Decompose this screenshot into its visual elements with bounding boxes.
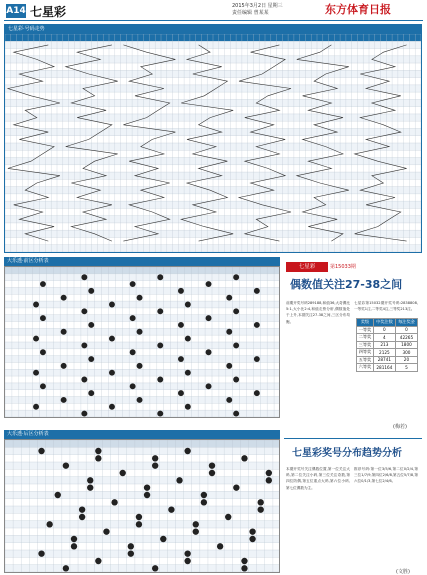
grid-row: [5, 469, 280, 476]
drawn-number-dot: [137, 295, 143, 301]
drawn-number-dot: [201, 499, 207, 505]
article2-col2: 推荐号码:第一位3/5/6,第二位0/2/4,第三位1/7/9,第四位2/6/8,第五位5/7/8,第六位0/1/3,第七位2/4/6。: [354, 467, 418, 484]
prize-cell: 213: [373, 341, 395, 349]
drawn-number-dot: [209, 470, 215, 476]
drawn-number-dot: [152, 462, 158, 468]
drawn-number-dot: [128, 550, 134, 556]
drawn-number-dot: [33, 404, 39, 410]
drawn-number-dot: [178, 288, 184, 294]
drawn-number-dot: [38, 550, 44, 556]
prize-row: [357, 326, 418, 334]
prize-row: [357, 334, 418, 342]
form-table-block: [4, 257, 280, 418]
prize-row: [357, 356, 418, 364]
drawn-number-dot: [136, 521, 142, 527]
drawn-number-dot: [233, 342, 239, 348]
drawn-number-dot: [185, 336, 191, 342]
drawn-number-dot: [206, 349, 212, 355]
drawn-number-dot: [61, 397, 67, 403]
form-table: [4, 266, 280, 418]
drawn-number-dot: [184, 550, 190, 556]
trend-table: [4, 24, 422, 253]
drawn-number-dot: [185, 404, 191, 410]
drawn-number-dot: [225, 514, 231, 520]
drawn-number-dot: [81, 377, 87, 383]
drawn-number-dot: [226, 397, 232, 403]
article2-rule: [284, 438, 422, 439]
prize-cell: 中奖注数: [373, 319, 395, 327]
drawn-number-dot: [40, 281, 46, 287]
drawn-number-dot: [168, 506, 174, 512]
drawn-number-dot: [233, 484, 239, 490]
prize-row: [357, 319, 418, 327]
drawn-number-dot: [152, 455, 158, 461]
drawn-number-dot: [241, 455, 247, 461]
drawn-number-dot: [193, 521, 199, 527]
grid-row: [5, 477, 280, 484]
drawn-number-dot: [61, 329, 67, 335]
rear-grid: [5, 440, 280, 572]
grid-row: [5, 499, 280, 506]
drawn-number-dot: [206, 315, 212, 321]
drawn-number-dot: [217, 543, 223, 549]
prize-cell: 281164: [373, 364, 395, 372]
drawn-number-dot: [157, 342, 163, 348]
drawn-number-dot: [38, 448, 44, 454]
article2-col1: 本期开奖号关注偶数位置,第一位关注大码,第二位关注小码,第三位关注奇数,第四位防偶,第五位重点大码,第六位小码,第七位偶数为主。: [286, 467, 350, 490]
prize-cell: 300: [395, 349, 417, 357]
drawn-number-dot: [176, 477, 182, 483]
drawn-number-dot: [136, 514, 142, 520]
drawn-number-dot: [241, 558, 247, 564]
drawn-number-dot: [241, 565, 247, 571]
drawn-number-dot: [79, 514, 85, 520]
grid-row: [5, 440, 280, 447]
drawn-number-dot: [61, 295, 67, 301]
grid-row: [5, 506, 280, 513]
drawn-number-dot: [254, 390, 260, 396]
prize-cell: 4: [373, 334, 395, 342]
drawn-number-dot: [258, 499, 264, 505]
prize-cell: 0: [373, 326, 395, 334]
drawn-number-dot: [152, 565, 158, 571]
grid-row: [5, 455, 280, 462]
drawn-number-dot: [40, 349, 46, 355]
drawn-number-dot: [63, 565, 69, 571]
brand-logo: 东方体育日报: [325, 3, 391, 16]
form-grid: [5, 267, 280, 417]
grid-row: [5, 550, 280, 557]
drawn-number-dot: [157, 308, 163, 314]
drawn-number-dot: [33, 302, 39, 308]
drawn-number-dot: [233, 308, 239, 314]
trend-table-title: 七星彩·号码走势: [5, 25, 421, 34]
date-text: 2015年3月2日 星期三: [232, 3, 283, 9]
drawn-number-dot: [206, 383, 212, 389]
drawn-number-dot: [103, 528, 109, 534]
prize-cell: 20: [395, 356, 417, 364]
drawn-number-dot: [178, 390, 184, 396]
drawn-number-dot: [130, 315, 136, 321]
drawn-number-dot: [63, 462, 69, 468]
drawn-number-dot: [88, 322, 94, 328]
prize-cell: 五等奖: [357, 356, 374, 364]
prize-cell: 每注奖金: [395, 319, 417, 327]
drawn-number-dot: [137, 397, 143, 403]
article-body: 前期开奖号码289188,和值36,大奇偶比5:1,大小比2:4,和值走势分析,偶数值处于上升,本期关注27-38之间,三区分布均衡。: [286, 301, 350, 324]
drawn-number-dot: [95, 558, 101, 564]
drawn-number-dot: [81, 342, 87, 348]
grid-row: [5, 565, 280, 572]
drawn-number-dot: [178, 322, 184, 328]
drawn-number-dot: [144, 484, 150, 490]
prize-cell: 2125: [373, 349, 395, 357]
drawn-number-dot: [160, 536, 166, 542]
drawn-number-dot: [87, 477, 93, 483]
drawn-number-dot: [249, 528, 255, 534]
prize-row: [357, 341, 418, 349]
drawn-number-dot: [185, 302, 191, 308]
drawn-number-dot: [258, 506, 264, 512]
article2-title: 七星彩奖号分布趋势分析: [292, 448, 402, 459]
prize-cell: 四等奖: [357, 349, 374, 357]
grid-row: [5, 521, 280, 528]
prize-cell: 5: [395, 364, 417, 372]
article-issue: 第15033期: [330, 264, 356, 270]
drawn-number-dot: [193, 528, 199, 534]
drawn-number-dot: [233, 377, 239, 383]
grid-row: [5, 543, 280, 550]
form-table-title: 大乐透·前区分析表: [4, 257, 280, 266]
drawn-number-dot: [55, 492, 61, 498]
prize-cell: 二等奖: [357, 334, 374, 342]
drawn-number-dot: [33, 370, 39, 376]
grid-row: [5, 535, 280, 542]
drawn-number-dot: [254, 322, 260, 328]
drawn-number-dot: [81, 411, 87, 417]
drawn-number-dot: [130, 383, 136, 389]
article2-signature: (文胜): [396, 569, 410, 575]
drawn-number-dot: [157, 411, 163, 417]
drawn-number-dot: [254, 288, 260, 294]
drawn-number-dot: [137, 363, 143, 369]
trend-grid: [5, 34, 421, 252]
article-title: 偶数值关注27-38之间: [290, 278, 403, 291]
drawn-number-dot: [109, 370, 115, 376]
drawn-number-dot: [40, 315, 46, 321]
drawn-number-dot: [88, 356, 94, 362]
drawn-number-dot: [46, 521, 52, 527]
drawn-number-dot: [206, 281, 212, 287]
drawn-number-dot: [95, 455, 101, 461]
rear-table-title: 大乐透·后区分析表: [4, 430, 280, 439]
grid-row: [5, 557, 280, 564]
grid-row: [5, 513, 280, 520]
drawn-number-dot: [111, 499, 117, 505]
drawn-number-dot: [233, 274, 239, 280]
drawn-number-dot: [88, 390, 94, 396]
drawn-number-dot: [185, 370, 191, 376]
drawn-number-dot: [157, 274, 163, 280]
prize-cell: 0: [395, 326, 417, 334]
article-body-2: 七星彩第15032期开奖号码:2838808,一等奖1注,二等奖4注,三等奖213注。: [354, 301, 418, 312]
prize-cell: 1800: [395, 341, 417, 349]
grid-row: [5, 491, 280, 498]
drawn-number-dot: [33, 336, 39, 342]
drawn-number-dot: [178, 356, 184, 362]
date-line: [232, 3, 283, 17]
drawn-number-dot: [254, 356, 260, 362]
drawn-number-dot: [226, 329, 232, 335]
drawn-number-dot: [130, 281, 136, 287]
prize-cell: 六等奖: [357, 364, 374, 372]
prize-row: [357, 364, 418, 372]
prize-cell: 一等奖: [357, 326, 374, 334]
editor-text: 责任编辑 曾某某: [232, 10, 269, 16]
grid-row: [5, 528, 280, 535]
rear-table-block: [4, 430, 280, 573]
prize-cell: 28741: [373, 356, 395, 364]
article-signature: (梅若): [393, 424, 407, 430]
drawn-number-dot: [226, 295, 232, 301]
prize-cell: 奖级: [357, 319, 374, 327]
page-number: A14: [6, 6, 26, 16]
drawn-number-dot: [130, 349, 136, 355]
prize-table: [356, 318, 418, 372]
drawn-number-dot: [226, 363, 232, 369]
drawn-number-dot: [71, 543, 77, 549]
drawn-number-dot: [144, 492, 150, 498]
drawn-number-dot: [87, 484, 93, 490]
drawn-number-dot: [81, 308, 87, 314]
drawn-number-dot: [109, 404, 115, 410]
drawn-number-dot: [120, 470, 126, 476]
drawn-number-dot: [95, 448, 101, 454]
drawn-number-dot: [266, 470, 272, 476]
grid-row: [5, 447, 280, 454]
drawn-number-dot: [88, 288, 94, 294]
article-tag: 七星彩: [286, 262, 328, 272]
drawn-number-dot: [266, 477, 272, 483]
drawn-number-dot: [128, 543, 134, 549]
drawn-number-dot: [40, 383, 46, 389]
section-title: 七星彩: [30, 5, 67, 19]
drawn-number-dot: [61, 363, 67, 369]
drawn-number-dot: [71, 536, 77, 542]
drawn-number-dot: [184, 448, 190, 454]
grid-row: [5, 462, 280, 469]
drawn-number-dot: [249, 536, 255, 542]
prize-cell: 三等奖: [357, 341, 374, 349]
drawn-number-dot: [233, 411, 239, 417]
prize-row: [357, 349, 418, 357]
rear-table: [4, 439, 280, 573]
header-rule: [4, 20, 423, 21]
drawn-number-dot: [209, 462, 215, 468]
drawn-number-dot: [137, 329, 143, 335]
drawn-number-dot: [201, 492, 207, 498]
drawn-number-dot: [79, 506, 85, 512]
drawn-number-dot: [184, 558, 190, 564]
drawn-number-dot: [81, 274, 87, 280]
drawn-number-dot: [109, 302, 115, 308]
drawn-number-dot: [157, 377, 163, 383]
prize-cell: 42265: [395, 334, 417, 342]
drawn-number-dot: [109, 336, 115, 342]
